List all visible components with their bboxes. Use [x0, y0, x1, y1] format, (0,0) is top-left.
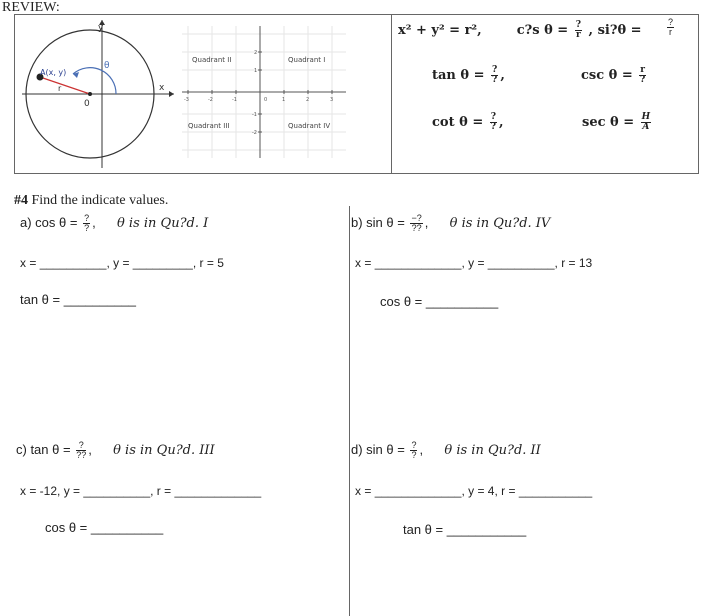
radius-line [40, 77, 90, 94]
cos-label: c?s θ = [516, 23, 569, 38]
x-axis-label: x [159, 83, 165, 93]
tick-label: -1 [232, 97, 237, 103]
part-c-prompt: c) tan θ = $\frac{?}{??}$ , θ is in Qu?d. III [16, 440, 215, 460]
part-c-given: x = -12, y = __________, r = _____________ [20, 484, 262, 498]
x-axis-arrow [169, 91, 174, 97]
cos-fraction: $\frac{?}{r}$ [575, 20, 581, 40]
quadrant-grid [180, 24, 350, 160]
sin-label: , si?θ = [588, 23, 642, 38]
quadrant-i-label: Quadrant I [288, 56, 326, 64]
tan-formula: tan θ = $\frac{?}{?}$ , [432, 65, 505, 85]
part-d-ask: tan θ = ___________ [403, 522, 527, 537]
answer-blank[interactable]: __________ [487, 256, 555, 270]
tick-label: -1 [252, 112, 257, 118]
quadrant-iii-label: Quadrant III [188, 122, 230, 130]
review-heading: REVIEW: [2, 0, 60, 15]
part-d-prompt: d) sin θ = $\frac{?}{?}$ , θ is in Qu?d. II [351, 440, 541, 460]
tick-label: -2 [208, 97, 213, 103]
column-divider [349, 206, 350, 616]
sin-fraction-wrap [665, 18, 676, 37]
formula-row-1 [398, 21, 642, 40]
answer-blank[interactable]: ___________ [518, 484, 593, 498]
tick-label: 1 [254, 68, 258, 74]
quadrant-iv-label: Quadrant IV [288, 122, 331, 130]
answer-blank[interactable]: _________ [132, 256, 193, 270]
answer-blank[interactable]: __________ [63, 292, 137, 307]
answer-blank[interactable]: _____________ [374, 484, 462, 498]
sec-formula: sec θ = $\frac{H}{A}$ [582, 112, 651, 132]
answer-blank[interactable]: _____________ [374, 256, 462, 270]
pythagorean-identity: x² + y² = r², [398, 23, 482, 38]
radius-label: r [58, 84, 62, 93]
tick-label: 2 [306, 97, 310, 103]
answer-blank[interactable]: ___________ [446, 522, 527, 537]
part-a-prompt: a) cos θ = $\frac{?}{?}$ , θ is in Qu?d. I [20, 213, 209, 233]
answer-blank[interactable]: __________ [425, 294, 499, 309]
tick-label: 3 [330, 97, 334, 103]
part-c-ask: cos θ = __________ [45, 520, 164, 535]
theta-label: θ [104, 61, 110, 71]
origin-label: 0 [84, 99, 90, 109]
cot-formula: cot θ = $\frac{?}{?}$ , [432, 112, 504, 132]
part-a-ask: tan θ = __________ [20, 292, 137, 307]
point-label: A(x, y) [40, 68, 67, 77]
part-d-given: x = _____________, y = 4, r = ___________ [355, 484, 593, 498]
tick-label: -2 [252, 130, 257, 136]
answer-blank[interactable]: __________ [39, 256, 107, 270]
quadrant-ii-label: Quadrant II [192, 56, 232, 64]
tick-label: 1 [282, 97, 286, 103]
origin-point [88, 92, 92, 96]
answer-blank[interactable]: __________ [83, 484, 151, 498]
problem-title: #4 Find the indicate values. [14, 193, 169, 208]
answer-blank[interactable]: __________ [90, 520, 164, 535]
part-a-given: x = __________, y = _________, r = 5 [20, 256, 224, 270]
sin-fraction: $\frac{?}{r}$ [668, 17, 674, 37]
unit-circle-diagram [18, 16, 178, 170]
answer-blank[interactable]: _____________ [174, 484, 262, 498]
part-b-ask: cos θ = __________ [380, 294, 499, 309]
tick-label: 2 [254, 50, 258, 56]
part-b-given: x = _____________, y = __________, r = 13 [355, 256, 593, 270]
csc-formula: csc θ = $\frac{r}{?}$ [581, 65, 646, 85]
tick-label: -3 [184, 97, 189, 103]
review-divider [391, 14, 392, 173]
part-b-prompt: b) sin θ = $\frac{-?}{??}$ , θ is in Qu?d. IV [351, 213, 551, 233]
y-axis-label: y [98, 23, 104, 33]
tick-label: 0 [264, 97, 268, 103]
